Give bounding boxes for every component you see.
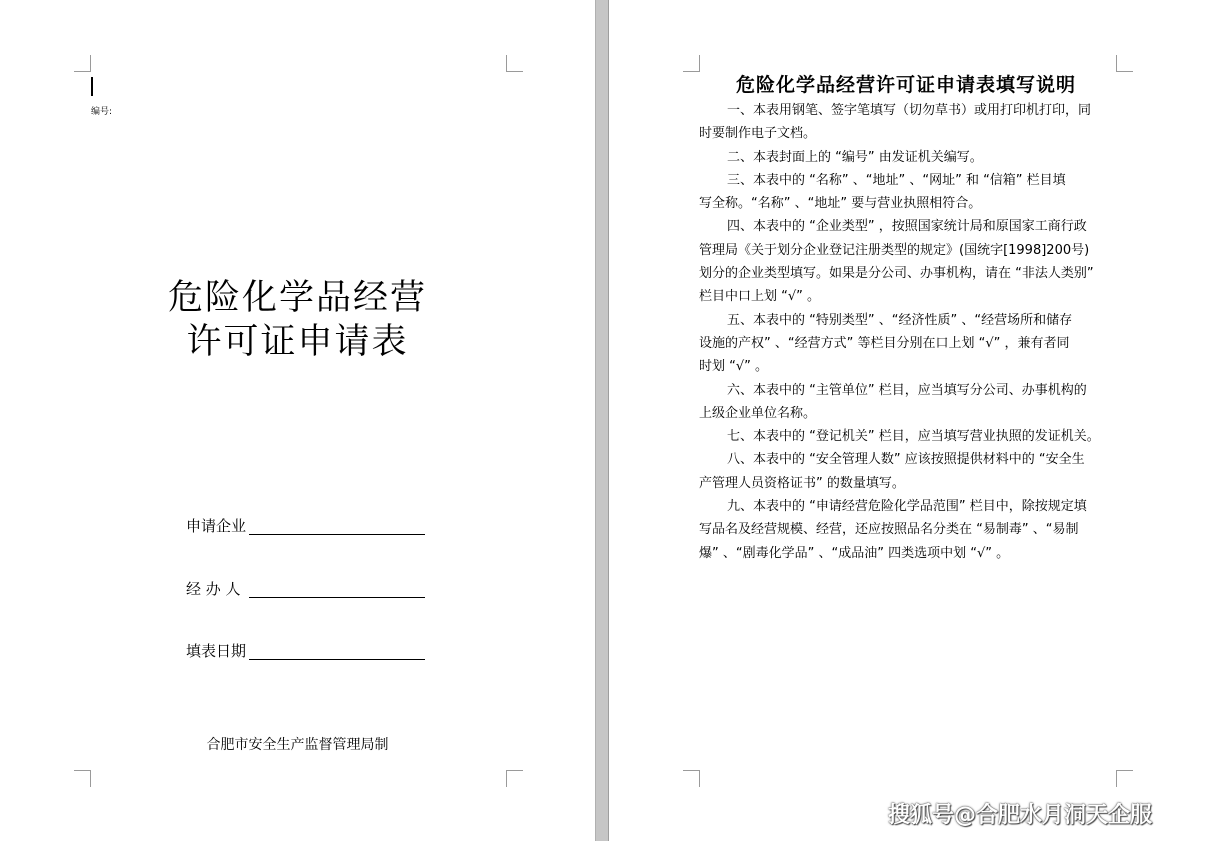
instruction-line: 二、本表封面上的 “编号” 由发证机关编写。 — [727, 149, 983, 165]
crop-mark-bottom-right — [506, 770, 523, 787]
cover-title-line-2: 许可证申请表 — [186, 322, 409, 362]
instruction-line: 三、本表中的 “名称” 、“地址” 、“网址” 和 “信箱” 栏目填 — [727, 172, 1066, 188]
instruction-line: 七、本表中的 “登记机关” 栏目，应当填写营业执照的发证机关。 — [727, 429, 1100, 445]
instruction-line: 五、本表中的 “特别类型” 、“经济性质” 、“经营场所和储存 — [727, 312, 1073, 328]
instruction-line: 八、本表中的 “安全管理人数” 应该按照提供材料中的 “安全生 — [727, 452, 1085, 468]
crop-mark-top-right — [506, 55, 523, 72]
fill-date-label: 填表日期 — [186, 642, 247, 660]
handler-label: 经 办 人 — [186, 580, 241, 598]
instruction-line: 九、本表中的 “申请经营危险化学品范围” 栏目中，除按规定填 — [727, 499, 1087, 515]
instruction-line: 六、本表中的 “主管单位” 栏目，应当填写分公司、办事机构的 — [727, 382, 1087, 398]
instruction-line: 栏目中口上划 “√” 。 — [699, 289, 821, 305]
instruction-line: 时要制作电子文档。 — [699, 126, 817, 142]
document-number-label: 编号: — [91, 107, 113, 117]
instructions-body — [699, 99, 1117, 565]
instruction-line: 时划 “√” 。 — [699, 359, 769, 375]
instruction-line: 划分的企业类型填写。如果是分公司、办事机构，请在 “非法人类别” — [699, 266, 1094, 282]
instruction-line: 一、本表用钢笔、签字笔填写（切勿草书）或用打印机打印，同 — [727, 103, 1092, 118]
instruction-line: 写品名及经营规模、经营，还应按照品名分类在 “易制毒” 、“易制 — [699, 522, 1079, 538]
issuer-text: 合肥市安全生产监督管理局制 — [206, 737, 389, 753]
fill-date-line[interactable] — [249, 659, 425, 660]
crop-mark-bottom-left-2 — [683, 770, 700, 787]
instruction-line: 四、本表中的 “企业类型” ，按照国家统计局和原国家工商行政 — [727, 219, 1087, 235]
page-gap-edge-left — [595, 0, 596, 841]
crop-mark-bottom-right-2 — [1116, 770, 1133, 787]
cover-page — [0, 0, 595, 841]
instruction-line: 上级企业单位名称。 — [699, 405, 817, 421]
text-cursor[interactable] — [91, 77, 93, 96]
instruction-line: 写全称。“名称” 、“地址” 要与营业执照相符合。 — [699, 196, 982, 212]
page-gap — [595, 0, 609, 841]
handler-line[interactable] — [249, 597, 425, 598]
cover-title-line-1: 危险化学品经营 — [167, 278, 427, 318]
crop-mark-top-left — [74, 55, 91, 72]
crop-mark-bottom-left — [74, 770, 91, 787]
instruction-line: 产管理人员资格证书” 的数量填写。 — [699, 475, 905, 491]
instructions-title: 危险化学品经营许可证申请表填写说明 — [735, 74, 1076, 96]
instruction-line: 爆” 、“剧毒化学品” 、“成品油” 四类选项中划 “√” 。 — [699, 545, 1010, 561]
instruction-line: 管理局《关于划分企业登记注册类型的规定》(国统字[1998]200号) — [699, 242, 1090, 258]
source-watermark: 搜狐号@合肥水月洞天企服 — [888, 803, 1153, 828]
instruction-line: 设施的产权” 、“经营方式” 等栏目分别在口上划 “√” ，兼有者同 — [699, 335, 1070, 351]
cover-title — [120, 276, 475, 364]
applicant-company-line[interactable] — [249, 534, 425, 535]
applicant-company-label: 申请企业 — [186, 517, 247, 535]
